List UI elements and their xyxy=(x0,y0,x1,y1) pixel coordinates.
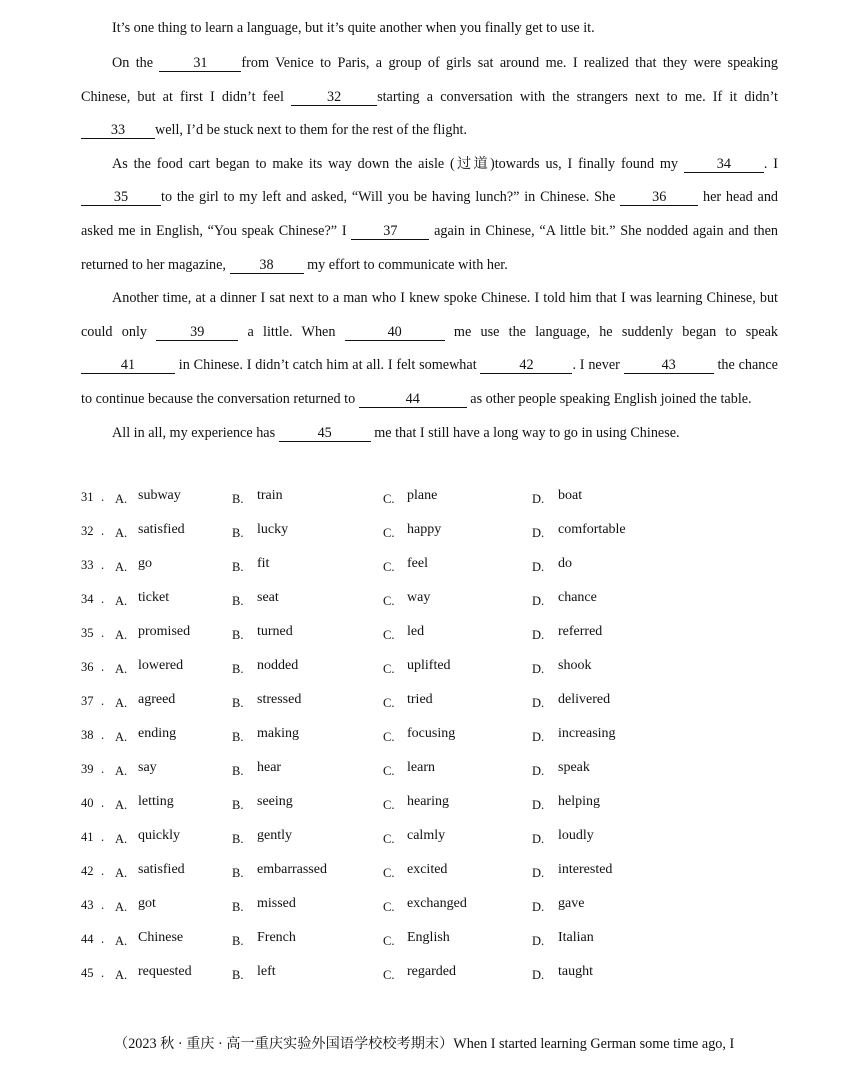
option-letter-c: C. xyxy=(383,900,395,914)
question-number: 34 xyxy=(81,592,94,606)
option-b-text[interactable]: nodded xyxy=(257,658,299,673)
option-a-text[interactable]: letting xyxy=(138,794,174,809)
option-d-text[interactable]: boat xyxy=(558,488,583,503)
option-letter-d: D. xyxy=(532,492,545,506)
option-letter-a: A. xyxy=(115,730,128,744)
option-letter-b: B. xyxy=(232,560,244,574)
text-segment: in Chinese. I didn’t catch him at all. I felt somewhat xyxy=(175,357,481,374)
blank-35[interactable]: 35 xyxy=(81,189,161,206)
option-letter-a: A. xyxy=(115,662,128,676)
option-letter-c: C. xyxy=(383,628,395,642)
text-segment: as other people speaking English joined the table. xyxy=(466,390,752,407)
text-segment: to the girl to my left and asked, “Will you be having lunch?” in Chinese. She xyxy=(161,189,621,206)
option-d-text[interactable]: comfortable xyxy=(558,522,626,537)
option-d-text[interactable]: taught xyxy=(558,964,593,979)
option-row-33 xyxy=(81,556,781,590)
options-list xyxy=(81,488,781,998)
question-number-dot: . xyxy=(101,728,105,742)
question-number-dot: . xyxy=(101,694,105,708)
option-letter-b: B. xyxy=(232,968,244,982)
option-letter-c: C. xyxy=(383,832,395,846)
option-d-text[interactable]: helping xyxy=(558,794,600,809)
option-letter-d: D. xyxy=(532,696,545,710)
text-segment: As the food cart began to make its way down the aisle (过道)towards us, I finally found my xyxy=(112,155,684,172)
option-letter-a: A. xyxy=(115,628,128,642)
option-letter-d: D. xyxy=(532,628,545,642)
paragraph-4 xyxy=(81,417,778,451)
option-c-text[interactable]: plane xyxy=(407,488,438,503)
option-a-text[interactable]: ending xyxy=(138,726,177,741)
option-row-43 xyxy=(81,896,781,930)
option-letter-b: B. xyxy=(232,696,244,710)
text-segment: well, I’d be stuck next to them for the rest of the flight. xyxy=(155,122,468,139)
option-letter-d: D. xyxy=(532,560,545,574)
option-letter-d: D. xyxy=(532,866,545,880)
text-segment: me use the language, he suddenly began to speak xyxy=(444,323,779,340)
option-a-text[interactable]: promised xyxy=(138,624,191,639)
option-letter-a: A. xyxy=(115,594,128,608)
blank-32[interactable]: 32 xyxy=(291,89,377,106)
option-c-text[interactable]: happy xyxy=(407,522,442,537)
option-letter-c: C. xyxy=(383,560,395,574)
question-number: 37 xyxy=(81,694,94,708)
option-a-text[interactable]: requested xyxy=(138,964,192,979)
text-segment: Another time, at a dinner I sat next to a man who I knew spoke Chinese. I told him that I was learning Chinese, but could only xyxy=(81,290,778,340)
option-letter-a: A. xyxy=(115,866,128,880)
question-number: 38 xyxy=(81,728,94,742)
option-b-text[interactable]: making xyxy=(257,726,299,741)
blank-34[interactable]: 34 xyxy=(684,156,764,173)
option-row-42 xyxy=(81,862,781,896)
option-letter-a: A. xyxy=(115,764,128,778)
blank-43[interactable]: 43 xyxy=(624,357,714,374)
question-number-dot: . xyxy=(101,592,105,606)
option-a-text[interactable]: satisfied xyxy=(138,522,185,537)
option-b-text[interactable]: seat xyxy=(257,590,279,605)
option-letter-b: B. xyxy=(232,764,244,778)
question-number: 39 xyxy=(81,762,94,776)
text-segment: me that I still have a long way to go in using Chinese. xyxy=(370,424,680,441)
option-a-text[interactable]: say xyxy=(138,760,157,775)
option-b-text[interactable]: hear xyxy=(257,760,282,775)
blank-39[interactable]: 39 xyxy=(156,324,238,341)
option-row-44 xyxy=(81,930,781,964)
option-letter-d: D. xyxy=(532,900,545,914)
paragraph-intro: It’s one thing to learn a language, but it’s quite another when you finally get to use it. xyxy=(112,20,595,36)
option-letter-c: C. xyxy=(383,730,395,744)
option-c-text[interactable]: English xyxy=(407,930,450,945)
option-letter-b: B. xyxy=(232,628,244,642)
text-segment: a little. When xyxy=(238,323,345,340)
option-b-text[interactable]: seeing xyxy=(257,794,293,809)
option-letter-d: D. xyxy=(532,594,545,608)
question-number-dot: . xyxy=(101,898,105,912)
option-letter-a: A. xyxy=(115,798,128,812)
question-number-dot: . xyxy=(101,796,105,810)
option-row-36 xyxy=(81,658,781,692)
option-c-text[interactable]: focusing xyxy=(407,726,456,741)
text-segment: again in Chinese, “A little bit.” She nodded again and then returned to her magazine, xyxy=(81,222,779,273)
question-number-dot: . xyxy=(101,830,105,844)
option-letter-c: C. xyxy=(383,594,395,608)
blank-36[interactable]: 36 xyxy=(620,189,698,206)
option-letter-d: D. xyxy=(532,526,545,540)
question-number: 42 xyxy=(81,864,94,878)
option-row-39 xyxy=(81,760,781,794)
question-number-dot: . xyxy=(101,864,105,878)
question-number: 35 xyxy=(81,626,94,640)
option-row-32 xyxy=(81,522,781,556)
blank-42[interactable]: 42 xyxy=(480,357,572,374)
option-b-text[interactable]: lucky xyxy=(257,522,289,537)
option-c-text[interactable]: excited xyxy=(407,862,448,877)
blank-44[interactable]: 44 xyxy=(359,391,467,408)
option-a-text[interactable]: quickly xyxy=(138,828,180,843)
option-d-text[interactable]: shook xyxy=(558,658,592,673)
question-number: 36 xyxy=(81,660,94,674)
question-number: 41 xyxy=(81,830,94,844)
option-row-40 xyxy=(81,794,781,828)
option-row-41 xyxy=(81,828,781,862)
option-letter-c: C. xyxy=(383,492,395,506)
option-letter-d: D. xyxy=(532,934,545,948)
option-b-text[interactable]: train xyxy=(257,488,283,503)
question-number: 43 xyxy=(81,898,94,912)
option-letter-c: C. xyxy=(383,866,395,880)
option-letter-d: D. xyxy=(532,798,545,812)
option-letter-d: D. xyxy=(532,968,545,982)
option-b-text[interactable]: stressed xyxy=(257,692,302,707)
option-letter-b: B. xyxy=(232,662,244,676)
option-d-text[interactable]: speak xyxy=(558,760,590,775)
question-number-dot: . xyxy=(101,558,105,572)
option-letter-a: A. xyxy=(115,560,128,574)
option-letter-c: C. xyxy=(383,662,395,676)
blank-37[interactable]: 37 xyxy=(351,223,429,240)
question-number: 33 xyxy=(81,558,94,572)
option-b-text[interactable]: turned xyxy=(257,624,293,639)
blank-41[interactable]: 41 xyxy=(81,357,175,374)
option-row-45 xyxy=(81,964,781,998)
option-letter-d: D. xyxy=(532,662,545,676)
option-a-text[interactable]: go xyxy=(138,556,152,571)
question-number-dot: . xyxy=(101,762,105,776)
option-letter-b: B. xyxy=(232,934,244,948)
option-a-text[interactable]: Chinese xyxy=(138,930,184,945)
question-number: 40 xyxy=(81,796,94,810)
option-d-text[interactable]: interested xyxy=(558,862,613,877)
option-a-text[interactable]: lowered xyxy=(138,658,184,673)
option-c-text[interactable]: feel xyxy=(407,556,428,571)
question-number-dot: . xyxy=(101,932,105,946)
option-letter-a: A. xyxy=(115,696,128,710)
option-d-text[interactable]: loudly xyxy=(558,828,594,843)
option-row-38 xyxy=(81,726,781,760)
option-b-text[interactable]: missed xyxy=(257,896,296,911)
blank-38[interactable]: 38 xyxy=(230,257,304,274)
paragraph-1 xyxy=(81,47,778,148)
option-letter-c: C. xyxy=(383,968,395,982)
option-letter-d: D. xyxy=(532,832,545,846)
option-letter-b: B. xyxy=(232,798,244,812)
text-segment: my effort to communicate with her. xyxy=(303,256,508,273)
option-letter-b: B. xyxy=(232,492,244,506)
option-c-text[interactable]: exchanged xyxy=(407,896,467,911)
option-d-text[interactable]: delivered xyxy=(558,692,611,707)
option-c-text[interactable]: learn xyxy=(407,760,435,775)
question-number-dot: . xyxy=(101,490,105,504)
option-letter-a: A. xyxy=(115,900,128,914)
option-b-text[interactable]: left xyxy=(257,964,276,979)
question-number: 31 xyxy=(81,490,94,504)
option-d-text[interactable]: Italian xyxy=(558,930,594,945)
option-letter-b: B. xyxy=(232,832,244,846)
question-number: 44 xyxy=(81,932,94,946)
option-row-31 xyxy=(81,488,781,522)
option-c-text[interactable]: tried xyxy=(407,692,433,707)
option-letter-a: A. xyxy=(115,934,128,948)
option-letter-c: C. xyxy=(383,696,395,710)
option-letter-d: D. xyxy=(532,764,545,778)
question-number-dot: . xyxy=(101,966,105,980)
option-c-text[interactable]: way xyxy=(407,590,431,605)
option-letter-a: A. xyxy=(115,526,128,540)
option-d-text[interactable]: do xyxy=(558,556,572,571)
option-letter-c: C. xyxy=(383,934,395,948)
option-row-37 xyxy=(81,692,781,726)
passage xyxy=(81,14,778,450)
option-b-text[interactable]: gently xyxy=(257,828,292,843)
option-letter-c: C. xyxy=(383,798,395,812)
option-a-text[interactable]: subway xyxy=(138,488,181,503)
blank-45[interactable]: 45 xyxy=(279,425,371,442)
text-segment: All in all, my experience has xyxy=(112,424,279,441)
option-letter-b: B. xyxy=(232,730,244,744)
question-number-dot: . xyxy=(101,660,105,674)
option-c-text[interactable]: uplifted xyxy=(407,658,451,673)
option-c-text[interactable]: regarded xyxy=(407,964,456,979)
text-segment: starting a conversation with the strangers next to me. If it didn’t xyxy=(377,88,778,105)
option-d-text[interactable]: gave xyxy=(558,896,585,911)
option-letter-b: B. xyxy=(232,526,244,540)
option-a-text[interactable]: got xyxy=(138,896,156,911)
option-a-text[interactable]: ticket xyxy=(138,590,170,605)
question-number-dot: . xyxy=(101,626,105,640)
text-segment: . I never xyxy=(572,357,624,374)
question-number: 32 xyxy=(81,524,94,538)
option-a-text[interactable]: agreed xyxy=(138,692,176,707)
blank-40[interactable]: 40 xyxy=(345,324,445,341)
text-segment: . I xyxy=(763,155,778,172)
option-d-text[interactable]: increasing xyxy=(558,726,616,741)
option-row-34 xyxy=(81,590,781,624)
next-question-header: （2023 秋 · 重庆 · 高一重庆实验外国语学校校考期末）When I started learning German some time ago, I xyxy=(114,1036,735,1052)
option-row-35 xyxy=(81,624,781,658)
text-segment: On the xyxy=(112,55,160,71)
option-c-text[interactable]: hearing xyxy=(407,794,449,809)
option-letter-a: A. xyxy=(115,968,128,982)
option-b-text[interactable]: fit xyxy=(257,556,270,571)
text-segment: from Venice to Paris, a group of girls sat around me. I realized that they were speaking Chinese, but at first I didn’t feel xyxy=(81,55,778,105)
blank-33[interactable]: 33 xyxy=(81,122,155,139)
paragraph-3 xyxy=(81,282,778,416)
option-d-text[interactable]: referred xyxy=(558,624,603,639)
text-segment: the chance to continue because the conversation returned to xyxy=(81,357,778,407)
blank-31[interactable]: 31 xyxy=(159,55,241,72)
paragraph-2 xyxy=(81,148,778,282)
option-letter-b: B. xyxy=(232,866,244,880)
option-letter-c: C. xyxy=(383,526,395,540)
option-letter-d: D. xyxy=(532,730,545,744)
option-letter-a: A. xyxy=(115,492,128,506)
option-b-text[interactable]: embarrassed xyxy=(257,862,327,877)
option-c-text[interactable]: led xyxy=(407,624,425,639)
option-b-text[interactable]: French xyxy=(257,930,296,945)
question-number: 45 xyxy=(81,966,94,980)
option-letter-c: C. xyxy=(383,764,395,778)
question-number-dot: . xyxy=(101,524,105,538)
option-letter-b: B. xyxy=(232,900,244,914)
option-a-text[interactable]: satisfied xyxy=(138,862,185,877)
option-letter-b: B. xyxy=(232,594,244,608)
option-c-text[interactable]: calmly xyxy=(407,828,446,843)
option-d-text[interactable]: chance xyxy=(558,590,597,605)
option-letter-a: A. xyxy=(115,832,128,846)
text-segment: her head and asked me in English, “You speak Chinese?” I xyxy=(81,189,779,239)
